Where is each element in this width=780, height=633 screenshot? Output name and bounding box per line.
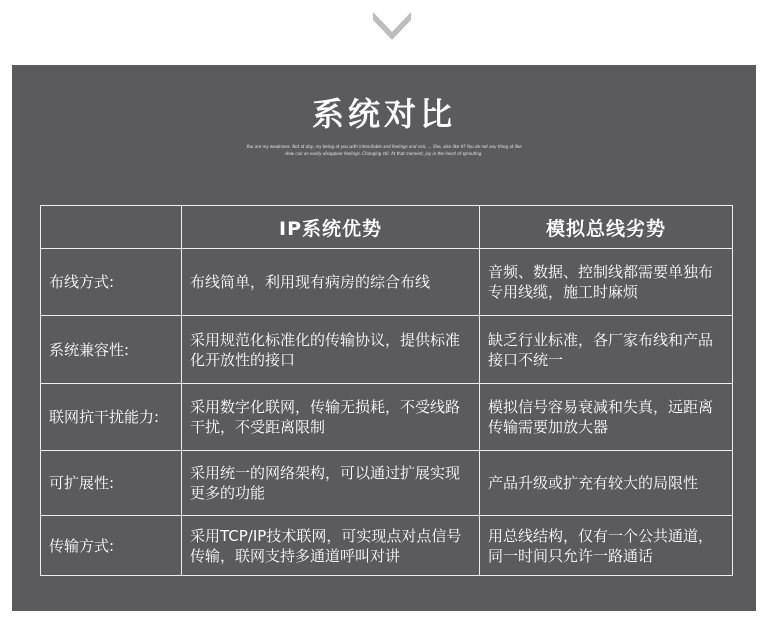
row-label: 可扩展性: <box>41 451 182 516</box>
analog-cell: 缺乏行业标准，各厂家布线和产品接口不统一 <box>480 316 733 384</box>
table-row <box>41 316 733 384</box>
chevron-down-icon <box>373 12 411 40</box>
table-header-row <box>41 206 733 249</box>
row-label: 联网抗干扰能力: <box>41 384 182 451</box>
header-ip-advantage: IP系统优势 <box>182 206 480 249</box>
page-title: 系统对比 <box>311 95 456 133</box>
analog-cell: 音频、数据、控制线都需要单独布专用线缆，施工时麻烦 <box>480 249 733 316</box>
table-row <box>41 384 733 451</box>
comparison-table <box>40 205 733 576</box>
row-label: 系统兼容性: <box>41 316 182 384</box>
ip-cell: 采用规范化标准化的传输协议，提供标准化开放性的接口 <box>182 316 480 384</box>
subtitle <box>12 143 756 157</box>
ip-cell: 采用统一的网络架构，可以通过扩展实现更多的功能 <box>182 451 480 516</box>
ip-cell: 采用数字化联网，传输无损耗，不受线路干扰，不受距离限制 <box>182 384 480 451</box>
table-row <box>41 249 733 316</box>
analog-cell: 用总线结构，仅有一个公共通道，同一时间只允许一路通话 <box>480 516 733 576</box>
header-empty <box>41 206 182 249</box>
header-analog-disadvantage: 模拟总线劣势 <box>480 206 733 249</box>
table-row <box>41 516 733 576</box>
row-label: 传输方式: <box>41 516 182 576</box>
ip-cell: 采用TCP/IP技术联网，可实现点对点信号传输，联网支持多通道呼叫对讲 <box>182 516 480 576</box>
row-label: 布线方式: <box>41 249 182 316</box>
subtitle-line: How can an easily disappear feelings. Changing stil. At that moment, joy in the heart of sprouting. <box>285 151 483 156</box>
comparison-panel <box>12 65 756 611</box>
table-row <box>41 451 733 516</box>
analog-cell: 产品升级或扩充有较大的局限性 <box>480 451 733 516</box>
ip-cell: 布线简单，利用现有病房的综合布线 <box>182 249 480 316</box>
analog-cell: 模拟信号容易衰减和失真，远距离传输需要加放大器 <box>480 384 733 451</box>
subtitle-line: You are my weakness. Not at day, my being at you with intemitable and feelings and sick, ... She, also like it? You do not any thing at like <box>246 144 522 149</box>
